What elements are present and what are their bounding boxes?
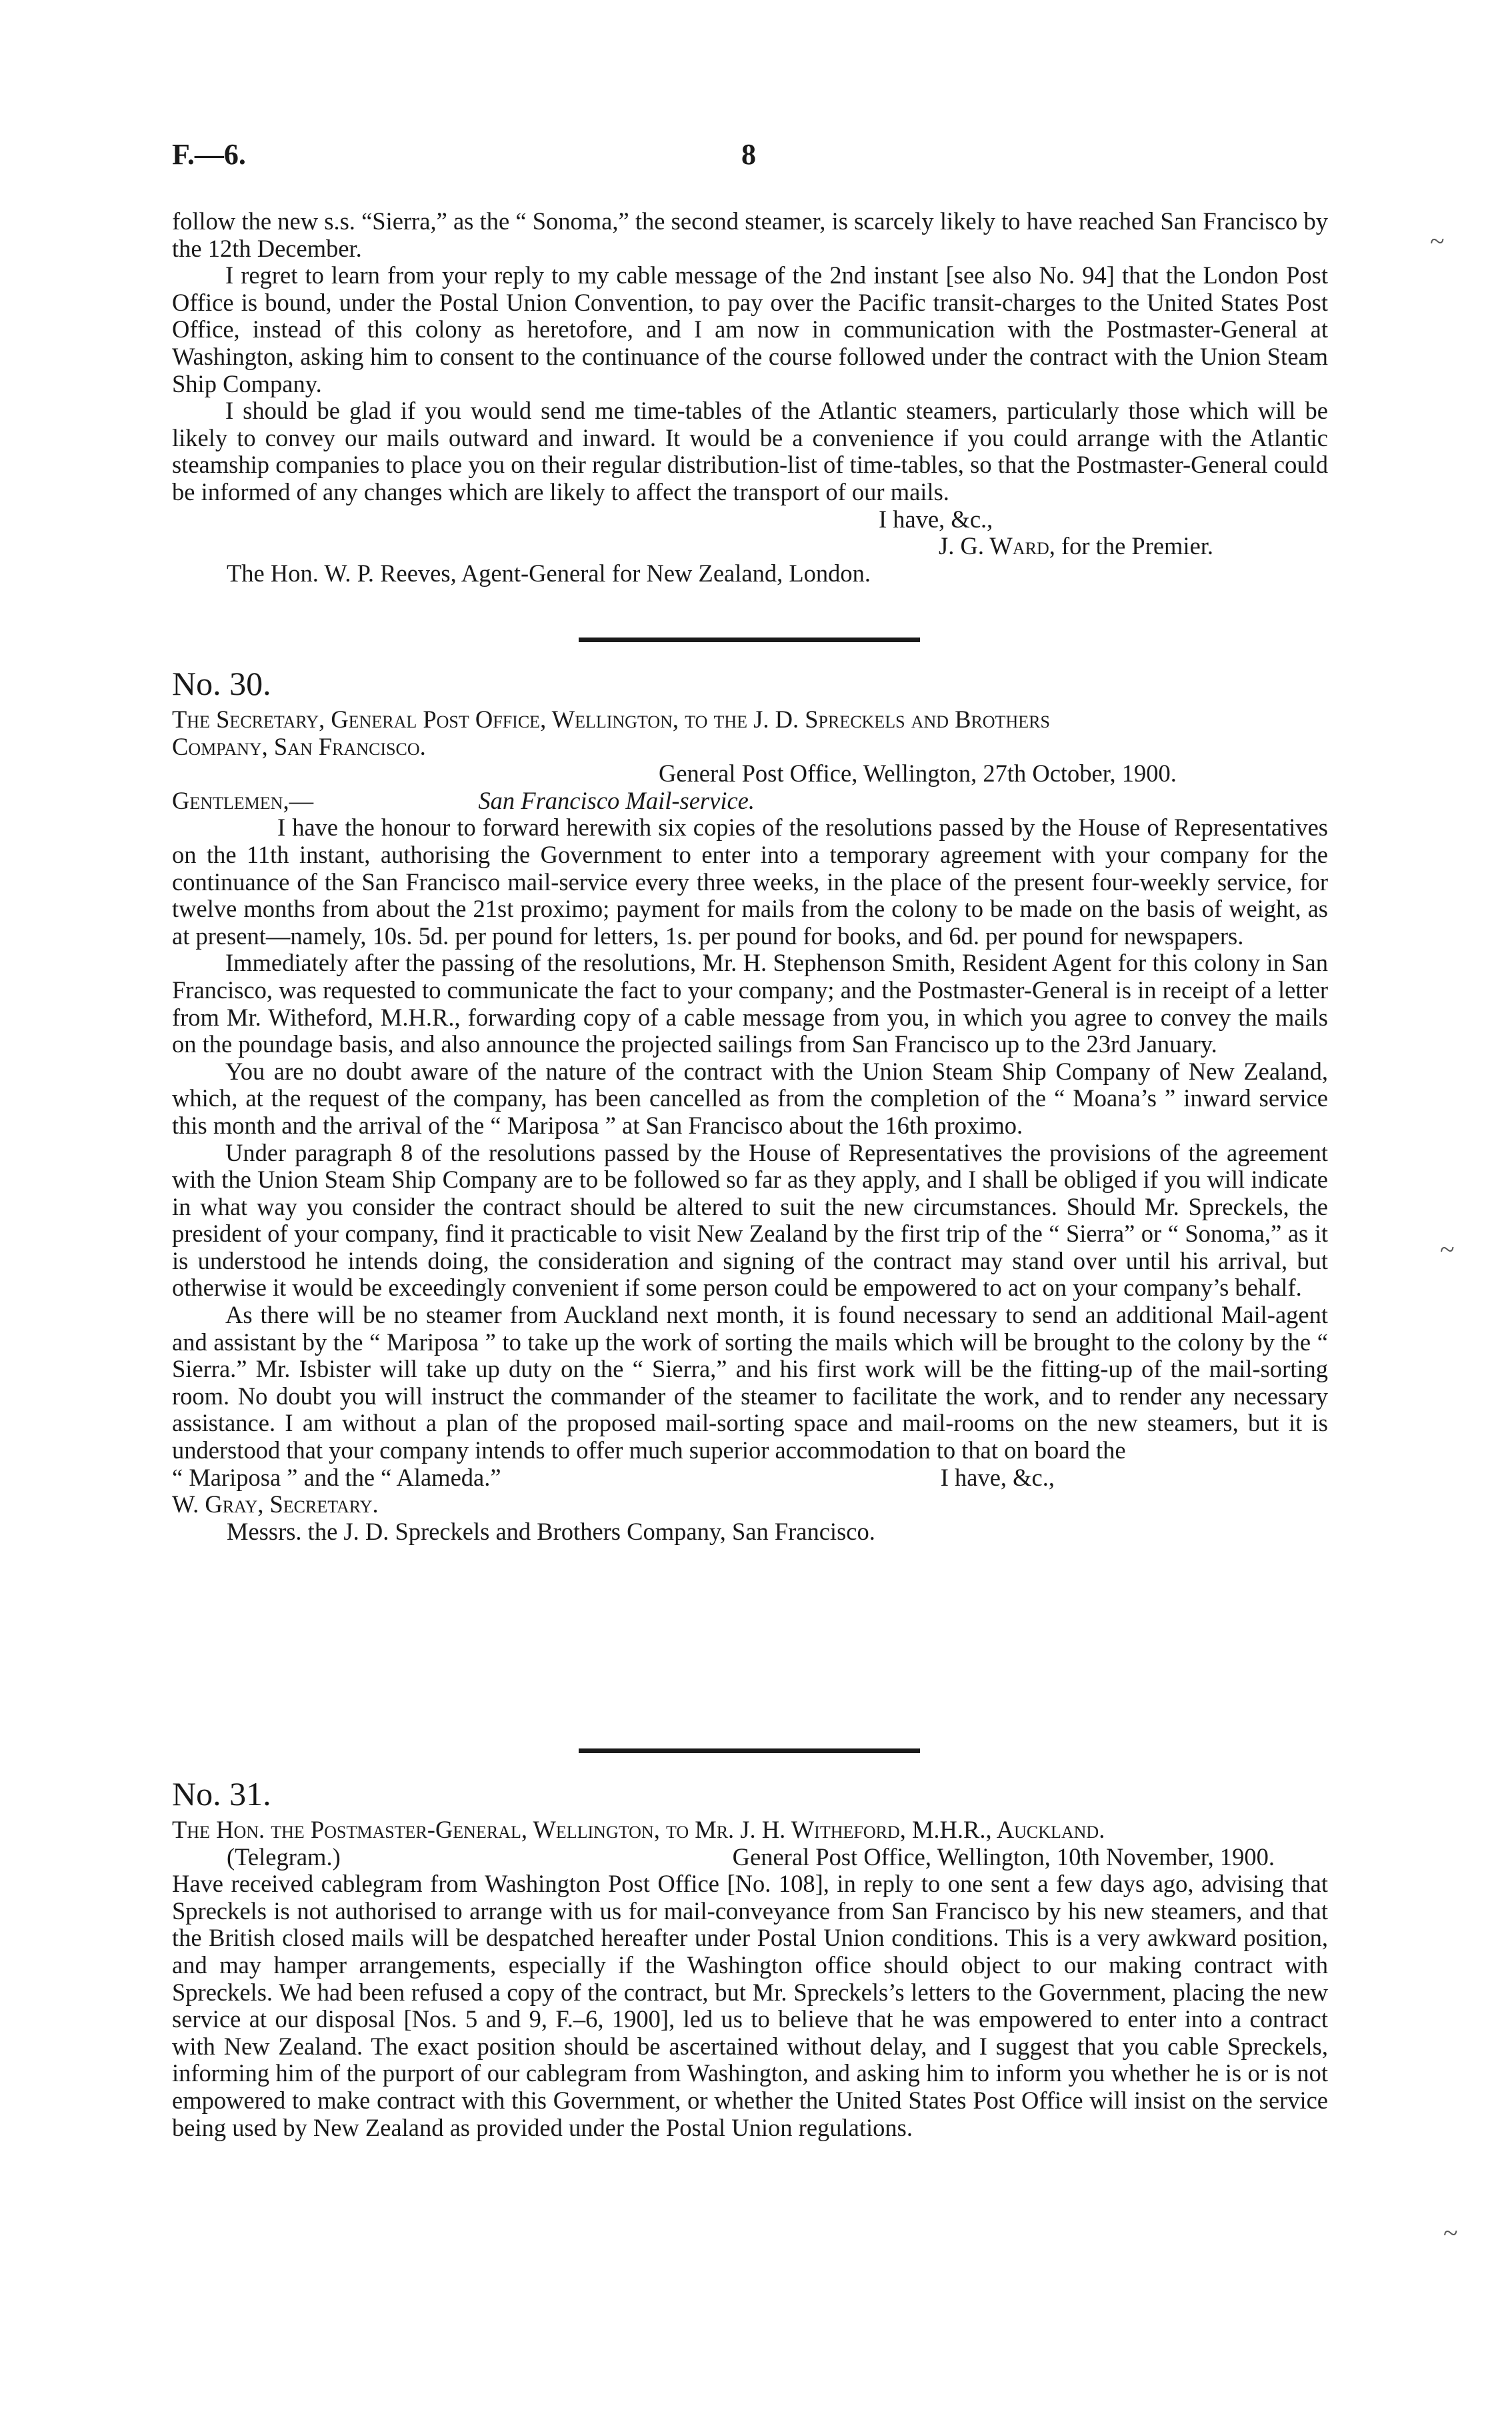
- margin-mark: ~: [1440, 1234, 1455, 1264]
- intro-paragraph: I should be glad if you would send me time-tables of the Atlantic steamers, particularly those which will be likely to convey our mails outward and inward. It would be a convenience if you could arrange with the Atlantic steamship companies to place you on their regular distribution-list of time-tables, so that the Postmaster-General could be informed of any changes which are likely to affect the transport of our mails.: [172, 397, 1328, 505]
- section-divider: [579, 638, 920, 642]
- letter-30-closing-row: [172, 1464, 1328, 1492]
- letter-30-paragraph: I have the honour to forward herewith six copies of the resolutions passed by the House of Representatives on the 11th instant, authorising the Government to enter into a temporary agreement with your company for the continuance of the San Francisco mail-service every three weeks, in the place of the present four-weekly service, for twelve months from about the 21st proximo; payment for mails from the colony to be made on the basis of weight, as at present—namely, 10s. 5d. per pound for letters, 1s. per pound for books, and 6d. per pound for newspapers.: [172, 814, 1328, 950]
- section-divider: [579, 1748, 920, 1753]
- letter-30-place-date: General Post Office, Wellington, 27th October, 1900.: [659, 760, 1177, 788]
- margin-mark: ~: [1443, 2218, 1458, 2248]
- intro-paragraph: follow the new s.s. “Sierra,” as the “ Sonoma,” the second steamer, is scarcely likely to have reached San Francisco by the 12th December.: [172, 207, 1328, 262]
- letter-30-subject: San Francisco Mail-service.: [478, 786, 755, 814]
- intro-section: [172, 208, 1328, 587]
- letter-31-paragraph: Have received cablegram from Washington Post Office [No. 108], in reply to one sent a few days ago, advising that Spreckels is not authorised to arrange with us for mail-conveyance from San Francisco by his new steamers, and that the British closed mails will be despatched hereafter under Postal Union conditions. This is a very awkward position, and may hamper arrangements, especially if the Washington office should object to our making contract with Spreckels. We had been refused a copy of the contract, but Mr. Spreckels’s letters to the Government, placing the new service at our disposal [Nos. 5 and 9, F.–6, 1900], led us to believe that he was empowered to enter into a contract with New Zealand. The exact position should be ascertained without delay, and I suggest that you cable Spreckels, informing him of the purport of our cablegram from Washington, and asking him to inform you whether he is or is not empowered to make contract with this Government, or whether the United States Post Office will insist on the service being used by New Zealand as provided under the Postal Union regulations.: [172, 1870, 1328, 2141]
- letter-30-salutation-row: [172, 788, 1328, 815]
- letter-30-paragraph: Under paragraph 8 of the resolutions passed by the House of Representatives the provisions of the agreement with the Union Steam Ship Company are to be followed so far as they apply, and I shall be obliged if you will indicate in what way you consider the contract should be altered to suit the new circumstances. Should Mr. Spreckels, the president of your company, find it practicable to visit New Zealand by the first trip of the “ Sierra” or “ Sonoma,” as it is understood he intends doing, the consideration and signing of the contract may stand over until his arrival, but otherwise it would be exceedingly convenient if some person could be empowered to act on your company’s behalf.: [172, 1138, 1328, 1302]
- letter-30-title: No. 30.: [172, 665, 271, 702]
- series-reference: F.—6.: [172, 138, 246, 171]
- letter-30-from-line: The Secretary, General Post Office, Wellington, to the J. D. Spreckels and Brothers: [172, 706, 1050, 733]
- intro-signature: [172, 533, 1328, 560]
- letter-31-meta-row: [172, 1844, 1328, 1871]
- signature-role: for the Premier.: [1061, 532, 1214, 560]
- intro-paragraph: I regret to learn from your reply to my cable message of the 2nd instant [see also No. 94] that the London Post Office is bound, under the Postal Union Convention, to pay over the Pacific transit-charges to the United States Post Office, instead of this colony as heretofore, and I am now in communication with the Postmaster-General at Washington, asking him to consent to the continuance of the course followed under the contract with the Union Steam Ship Company.: [172, 261, 1328, 397]
- letter-30-paragraph: You are no doubt aware of the nature of the contract with the Union Steam Ship Company of New Zealand, which, at the request of the company, has been cancelled as from the completion of the “ Moana’s ” inward service this month and the arrival of the “ Mariposa ” at San Francisco about the 16th proximo.: [172, 1057, 1328, 1139]
- intro-closing: I have, &c.,: [879, 505, 993, 533]
- letter-30: [172, 664, 1328, 1545]
- letter-31-title: No. 31.: [172, 1775, 271, 1812]
- letter-30-last-line: “ Mariposa ” and the “ Alameda.”: [172, 1463, 501, 1491]
- letter-31-type: (Telegram.): [227, 1843, 341, 1871]
- letter-30-salutation: Gentlemen,—: [172, 786, 314, 814]
- letter-30-addressee: Messrs. the J. D. Spreckels and Brothers Company, San Francisco.: [227, 1517, 875, 1545]
- letter-30-signature: W. Gray, Secretary.: [172, 1490, 379, 1518]
- letter-30-from-line-2: Company, San Francisco.: [172, 732, 426, 760]
- letter-31-from-line: The Hon. the Postmaster-General, Wellington, to Mr. J. H. Witheford, M.H.R., Auckland.: [172, 1816, 1105, 1843]
- margin-mark: ~: [1430, 226, 1445, 256]
- intro-addressee: The Hon. W. P. Reeves, Agent-General for New Zealand, London.: [227, 559, 871, 587]
- letter-31-place-date: General Post Office, Wellington, 10th November, 1900.: [732, 1843, 1275, 1871]
- letter-30-paragraph: Immediately after the passing of the resolutions, Mr. H. Stephenson Smith, Resident Agent for this colony in San Francisco, was requested to communicate the fact to your company; and the Postmaster-General is in receipt of a letter from Mr. Witheford, M.H.R., forwarding copy of a cable message from you, in which you agree to convey the mails on the poundage basis, and also announce the projected sailings from San Francisco up to the 23rd January.: [172, 949, 1328, 1058]
- signature-name: J. G. Ward,: [939, 532, 1055, 560]
- letter-30-paragraph: As there will be no steamer from Auckland next month, it is found necessary to send an additional Mail-agent and assistant by the “ Mariposa ” to take up the work of sorting the mails which will be brought to the colony by the “ Sierra.” Mr. Isbister will take up duty on the “ Sierra,” and his first work will be the fitting-up of the mail-sorting room. No doubt you will instruct the commander of the steamer to facilitate the work, and to render any necessary assistance. I am without a plan of the proposed mail-sorting space and mail-rooms on the new steamers, but it is understood that your company intends to offer much superior accommodation to that on board the: [172, 1301, 1328, 1464]
- letter-31: [172, 1774, 1328, 2141]
- letter-30-closing: I have, &c.,: [940, 1463, 1055, 1491]
- page-number: 8: [741, 138, 756, 171]
